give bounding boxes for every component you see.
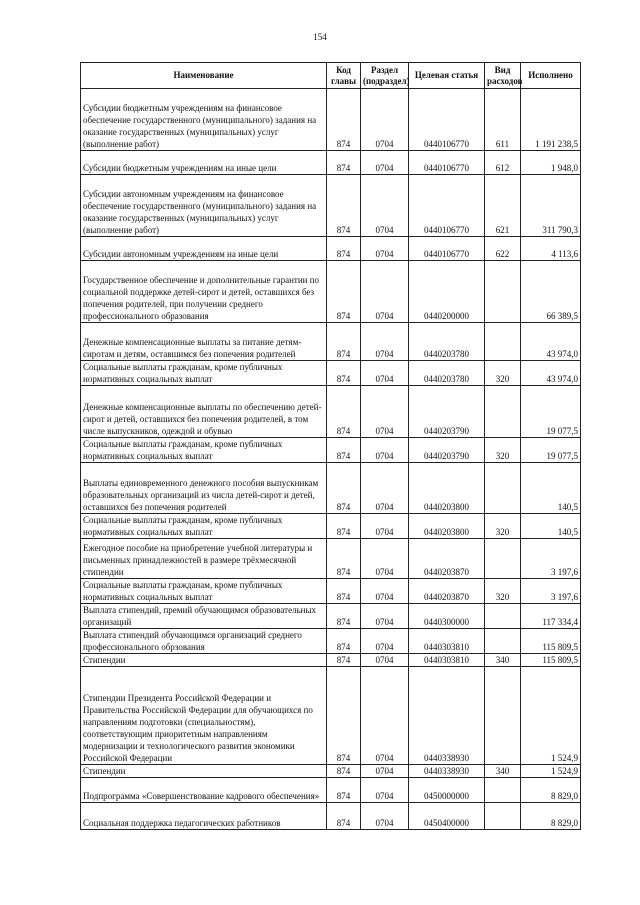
cell-section: 0704 [361,361,409,386]
table-row [81,89,581,151]
cell-name: Денежные компенсационные выплаты по обеспечению детей-сирот и детей, оставшихся без попечения родителей, в том числе выпускников, одеждой и обувью [81,386,327,438]
cell-target-article: 0450400000 [409,803,485,830]
cell-chapter-code: 874 [327,514,361,539]
cell-executed: 1 191 238,5 [521,89,581,151]
cell-name: Ежегодное пособие на приобретение учебной литературы и письменных принадлежностей в размере трёхмесячной стипендии [81,539,327,579]
cell-chapter-code: 874 [327,175,361,237]
cell-chapter-code: 874 [327,579,361,604]
cell-target-article: 0440106770 [409,89,485,151]
cell-section: 0704 [361,629,409,654]
table-row [81,579,581,604]
cell-name: Стипендии Президента Российской Федерации и Правительства Российской Федерации для обучающихся по направлениям подготовки (специальностям), соответствующим приоритетным направлениям модернизации и технологического развития экономики Российской Федерации [81,667,327,765]
cell-executed: 43 974,0 [521,361,581,386]
cell-name: Стипендии [81,654,327,667]
cell-expense-kind [485,629,521,654]
cell-chapter-code: 874 [327,765,361,778]
cell-executed: 66 389,5 [521,261,581,323]
cell-section: 0704 [361,438,409,463]
cell-section: 0704 [361,667,409,765]
cell-target-article: 0440303810 [409,629,485,654]
cell-name: Государственное обеспечение и дополнительные гарантии по социальной поддержке детей-сирот и детей, оставшихся без попечения родителей, при получении среднего профессионального образования [81,261,327,323]
cell-chapter-code: 874 [327,803,361,830]
header-expense-kind: Вид расходов [485,63,521,89]
cell-target-article: 0440338930 [409,765,485,778]
table-row [81,667,581,765]
cell-chapter-code: 874 [327,463,361,514]
cell-section: 0704 [361,514,409,539]
cell-expense-kind: 320 [485,361,521,386]
cell-expense-kind: 320 [485,579,521,604]
cell-section: 0704 [361,604,409,629]
cell-executed: 140,5 [521,463,581,514]
cell-executed: 1 524,9 [521,765,581,778]
cell-chapter-code: 874 [327,386,361,438]
cell-name: Социальные выплаты гражданам, кроме публичных нормативных социальных выплат [81,438,327,463]
cell-name: Социальные выплаты гражданам, кроме публичных нормативных социальных выплат [81,579,327,604]
cell-executed: 19 077,5 [521,438,581,463]
cell-executed: 4 113,6 [521,237,581,261]
table-row [81,629,581,654]
cell-expense-kind: 340 [485,654,521,667]
cell-chapter-code: 874 [327,654,361,667]
cell-executed: 140,5 [521,514,581,539]
cell-expense-kind: 612 [485,151,521,175]
cell-chapter-code: 874 [327,604,361,629]
cell-section: 0704 [361,261,409,323]
cell-target-article: 0440203780 [409,323,485,361]
cell-target-article: 0440203800 [409,514,485,539]
table-row [81,803,581,830]
cell-target-article: 0440203790 [409,386,485,438]
cell-target-article: 0440338930 [409,667,485,765]
cell-executed: 1 948,0 [521,151,581,175]
cell-target-article: 0450000000 [409,778,485,803]
cell-chapter-code: 874 [327,667,361,765]
header-name: Наименование [81,63,327,89]
cell-target-article: 0440303810 [409,654,485,667]
cell-name: Субсидии автономным учреждениям на финансовое обеспечение государственного (муниципального) задания на оказание государственных (муниципальных) услуг (выполнение работ) [81,175,327,237]
cell-expense-kind [485,604,521,629]
cell-section: 0704 [361,89,409,151]
cell-expense-kind [485,667,521,765]
cell-expense-kind: 611 [485,89,521,151]
header-executed: Исполнено [521,63,581,89]
cell-name: Субсидии бюджетным учреждениям на иные цели [81,151,327,175]
cell-section: 0704 [361,463,409,514]
table-row [81,463,581,514]
cell-target-article: 0440203780 [409,361,485,386]
cell-section: 0704 [361,175,409,237]
cell-chapter-code: 874 [327,237,361,261]
cell-name: Стипендии [81,765,327,778]
cell-section: 0704 [361,654,409,667]
budget-execution-table [80,62,581,830]
cell-section: 0704 [361,237,409,261]
table-row [81,604,581,629]
cell-expense-kind [485,778,521,803]
cell-executed: 8 829,0 [521,803,581,830]
cell-expense-kind [485,463,521,514]
table-row [81,765,581,778]
page-number: 154 [313,32,327,42]
cell-name: Выплата стипендий обучающимся организаций среднего профессионального обрзования [81,629,327,654]
cell-target-article: 0440106770 [409,151,485,175]
table-row [81,778,581,803]
cell-executed: 117 334,4 [521,604,581,629]
cell-target-article: 0440203870 [409,579,485,604]
cell-section: 0704 [361,386,409,438]
table-header-row [81,63,581,89]
cell-expense-kind [485,803,521,830]
table-row [81,151,581,175]
cell-expense-kind [485,386,521,438]
cell-executed: 43 974,0 [521,323,581,361]
table-row [81,539,581,579]
table-row [81,361,581,386]
header-section: Раздел (подраздел) [361,63,409,89]
table-row [81,514,581,539]
table-row [81,438,581,463]
cell-name: Субсидии бюджетным учреждениям на финансовое обеспечение государственного (муниципального) задания на оказание государственных (муниципальных) услуг (выполнение работ) [81,89,327,151]
cell-name: Денежные компенсационные выплаты за питание детям-сиротам и детям, оставшимся без попечения родителей [81,323,327,361]
cell-executed: 115 809,5 [521,654,581,667]
cell-expense-kind [485,261,521,323]
cell-name: Социальные выплаты гражданам, кроме публичных нормативных социальных выплат [81,361,327,386]
table-row [81,654,581,667]
cell-name: Выплата стипендий, премий обучающимся образовательных организаций [81,604,327,629]
cell-name: Социальная поддержка педагогических работников [81,803,327,830]
cell-executed: 3 197,6 [521,539,581,579]
cell-target-article: 0440106770 [409,237,485,261]
cell-name: Подпрограмма «Совершенствование кадрового обеспечения» [81,778,327,803]
cell-target-article: 0440203870 [409,539,485,579]
cell-chapter-code: 874 [327,539,361,579]
cell-chapter-code: 874 [327,361,361,386]
table-row [81,237,581,261]
table-row [81,386,581,438]
cell-name: Выплаты единовременного денежного пособия выпускникам образовательных организаций из числа детей-сирот и детей, оставшихся без попечения родителей [81,463,327,514]
cell-chapter-code: 874 [327,778,361,803]
cell-executed: 8 829,0 [521,778,581,803]
cell-expense-kind: 320 [485,514,521,539]
cell-expense-kind [485,323,521,361]
cell-section: 0704 [361,803,409,830]
table-row [81,323,581,361]
cell-executed: 115 809,5 [521,629,581,654]
cell-expense-kind [485,539,521,579]
header-chapter-code: Код главы [327,63,361,89]
cell-target-article: 0440203790 [409,438,485,463]
cell-expense-kind: 621 [485,175,521,237]
cell-section: 0704 [361,579,409,604]
cell-section: 0704 [361,539,409,579]
table-row [81,175,581,237]
cell-chapter-code: 874 [327,438,361,463]
cell-executed: 311 790,3 [521,175,581,237]
cell-executed: 1 524,9 [521,667,581,765]
cell-target-article: 0440200000 [409,261,485,323]
cell-chapter-code: 874 [327,261,361,323]
table-row [81,261,581,323]
cell-target-article: 0440203800 [409,463,485,514]
cell-section: 0704 [361,151,409,175]
cell-target-article: 0440300000 [409,604,485,629]
cell-section: 0704 [361,778,409,803]
header-target-article: Целевая статья [409,63,485,89]
cell-chapter-code: 874 [327,151,361,175]
cell-chapter-code: 874 [327,89,361,151]
cell-executed: 19 077,5 [521,386,581,438]
cell-name: Социальные выплаты гражданам, кроме публичных нормативных социальных выплат [81,514,327,539]
cell-chapter-code: 874 [327,323,361,361]
cell-section: 0704 [361,765,409,778]
cell-name: Субсидии автономным учреждениям на иные цели [81,237,327,261]
cell-section: 0704 [361,323,409,361]
cell-expense-kind: 320 [485,438,521,463]
cell-chapter-code: 874 [327,629,361,654]
cell-target-article: 0440106770 [409,175,485,237]
cell-expense-kind: 340 [485,765,521,778]
cell-expense-kind: 622 [485,237,521,261]
cell-executed: 3 197,6 [521,579,581,604]
table-body [81,89,581,830]
